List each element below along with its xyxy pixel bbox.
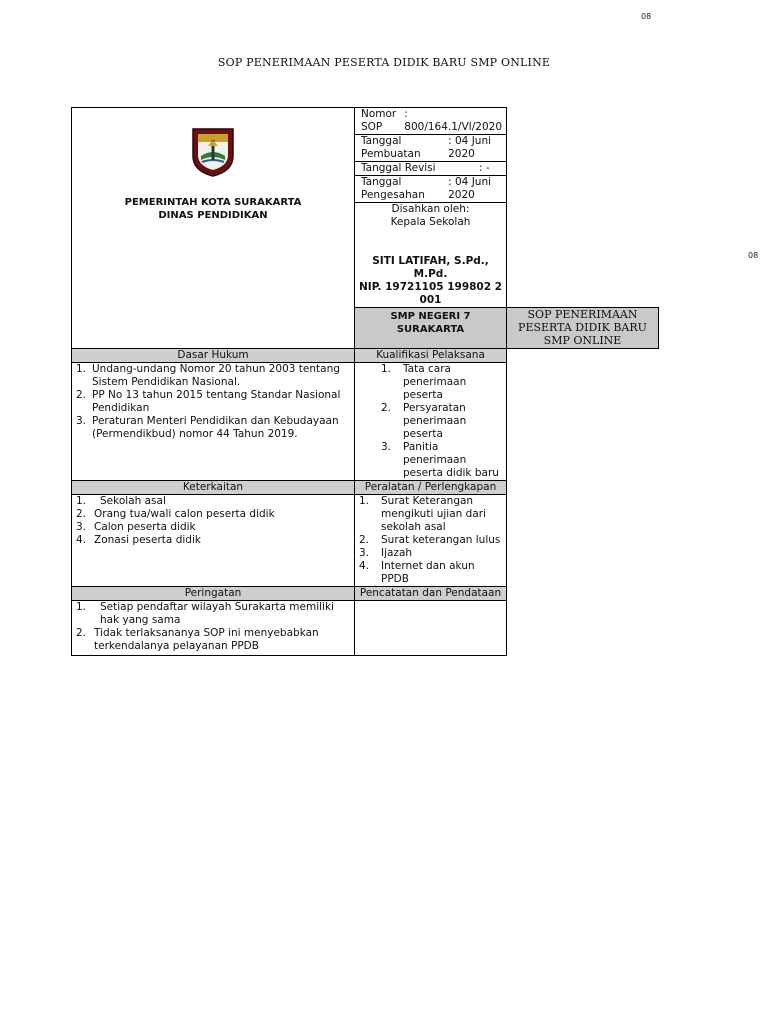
city-emblem-icon xyxy=(190,126,236,178)
section-pencatatan-body xyxy=(355,601,507,656)
sop-table xyxy=(71,107,659,656)
document-title: SOP PENERIMAAN PESERTA DIDIK BARU SMP ONLINE xyxy=(217,56,551,69)
list-item: 2. Persyaratan penerimaan peserta xyxy=(381,402,467,440)
list-item: 1. Sekolah asal xyxy=(76,495,166,507)
sop-name-cell xyxy=(507,308,659,349)
meta-tanggal-pembuatan xyxy=(355,135,507,162)
org-line2: DINAS PENDIDIKAN xyxy=(158,210,268,221)
meta-label: Tanggal Revisi xyxy=(361,162,436,174)
approver-nip: NIP. 19721105 199802 2 001 xyxy=(359,281,503,306)
sop-name-line1: SOP PENERIMAAN PESERTA DIDIK BARU xyxy=(518,308,647,334)
list-item: 3. Panitia penerimaan peserta didik baru xyxy=(381,441,499,479)
meta-label: Nomor SOP xyxy=(361,108,397,133)
list-item: 4. Internet dan akun PPDB xyxy=(359,560,475,585)
meta-label: Tanggal Pembuatan xyxy=(361,135,421,160)
meta-tanggal-revisi xyxy=(355,162,507,176)
sop-name-line2: SMP ONLINE xyxy=(543,334,622,347)
approval-cell xyxy=(355,203,507,308)
approval-line1: Disahkan oleh: xyxy=(391,203,470,215)
meta-value: : - xyxy=(479,162,490,174)
list-item: 3. Ijazah xyxy=(359,547,413,559)
section-dasar-hukum-title: Dasar Hukum xyxy=(72,349,355,363)
list-item: 1. Surat Keterangan mengikuti ujian dari sekolah asal xyxy=(359,495,486,533)
section-peringatan-body xyxy=(72,601,355,656)
meta-tanggal-pengesahan xyxy=(355,176,507,203)
section-peringatan-title: Peringatan xyxy=(72,587,355,601)
page-number-top: 08 xyxy=(641,12,652,21)
meta-nomor-sop xyxy=(355,108,507,135)
list-item: 1. Undang-undang Nomor 20 tahun 2003 tentang Sistem Pendidikan Nasional. xyxy=(76,363,340,388)
section-peralatan-title: Peralatan / Perlengkapan xyxy=(355,481,507,495)
organization-cell xyxy=(72,108,355,349)
list-item: 1. Tata cara penerimaan peserta xyxy=(381,363,467,401)
school-name: SMP NEGERI 7 SURAKARTA xyxy=(355,308,507,349)
approval-line2: Kepala Sekolah xyxy=(390,216,471,228)
meta-value: : 800/164.1/VI/2020 xyxy=(404,108,503,133)
meta-value: : 04 Juni 2020 xyxy=(448,135,492,160)
page-number-side: 08 xyxy=(748,251,759,260)
section-kualifikasi-body xyxy=(355,363,507,481)
section-peralatan-body xyxy=(355,495,507,587)
list-item: 3. Calon peserta didik xyxy=(76,521,196,533)
list-item: 2. PP No 13 tahun 2015 tentang Standar Nasional Pendidikan xyxy=(76,389,341,414)
list-item: 2. Tidak terlaksananya SOP ini menyebabkan terkendalanya pelayanan PPDB xyxy=(76,627,319,652)
list-item: 2. Surat keterangan lulus xyxy=(359,534,501,546)
approver-name: SITI LATIFAH, S.Pd., M.Pd. xyxy=(372,255,489,280)
section-dasar-hukum-body xyxy=(72,363,355,481)
meta-label: Tanggal Pengesahan xyxy=(361,176,425,201)
section-pencatatan-title: Pencatatan dan Pendataan xyxy=(355,587,507,601)
section-kualifikasi-title: Kualifikasi Pelaksana xyxy=(355,349,507,363)
list-item: 3. Peraturan Menteri Pendidikan dan Kebudayaan (Permendikbud) nomor 44 Tahun 2019. xyxy=(76,415,339,440)
list-item: 1. Setiap pendaftar wilayah Surakarta memiliki hak yang sama xyxy=(76,601,334,626)
section-keterkaitan-title: Keterkaitan xyxy=(72,481,355,495)
list-item: 2. Orang tua/wali calon peserta didik xyxy=(76,508,275,520)
org-line1: PEMERINTAH KOTA SURAKARTA xyxy=(124,197,302,208)
section-keterkaitan-body xyxy=(72,495,355,587)
list-item: 4. Zonasi peserta didik xyxy=(76,534,201,546)
meta-value: : 04 Juni 2020 xyxy=(448,176,492,201)
